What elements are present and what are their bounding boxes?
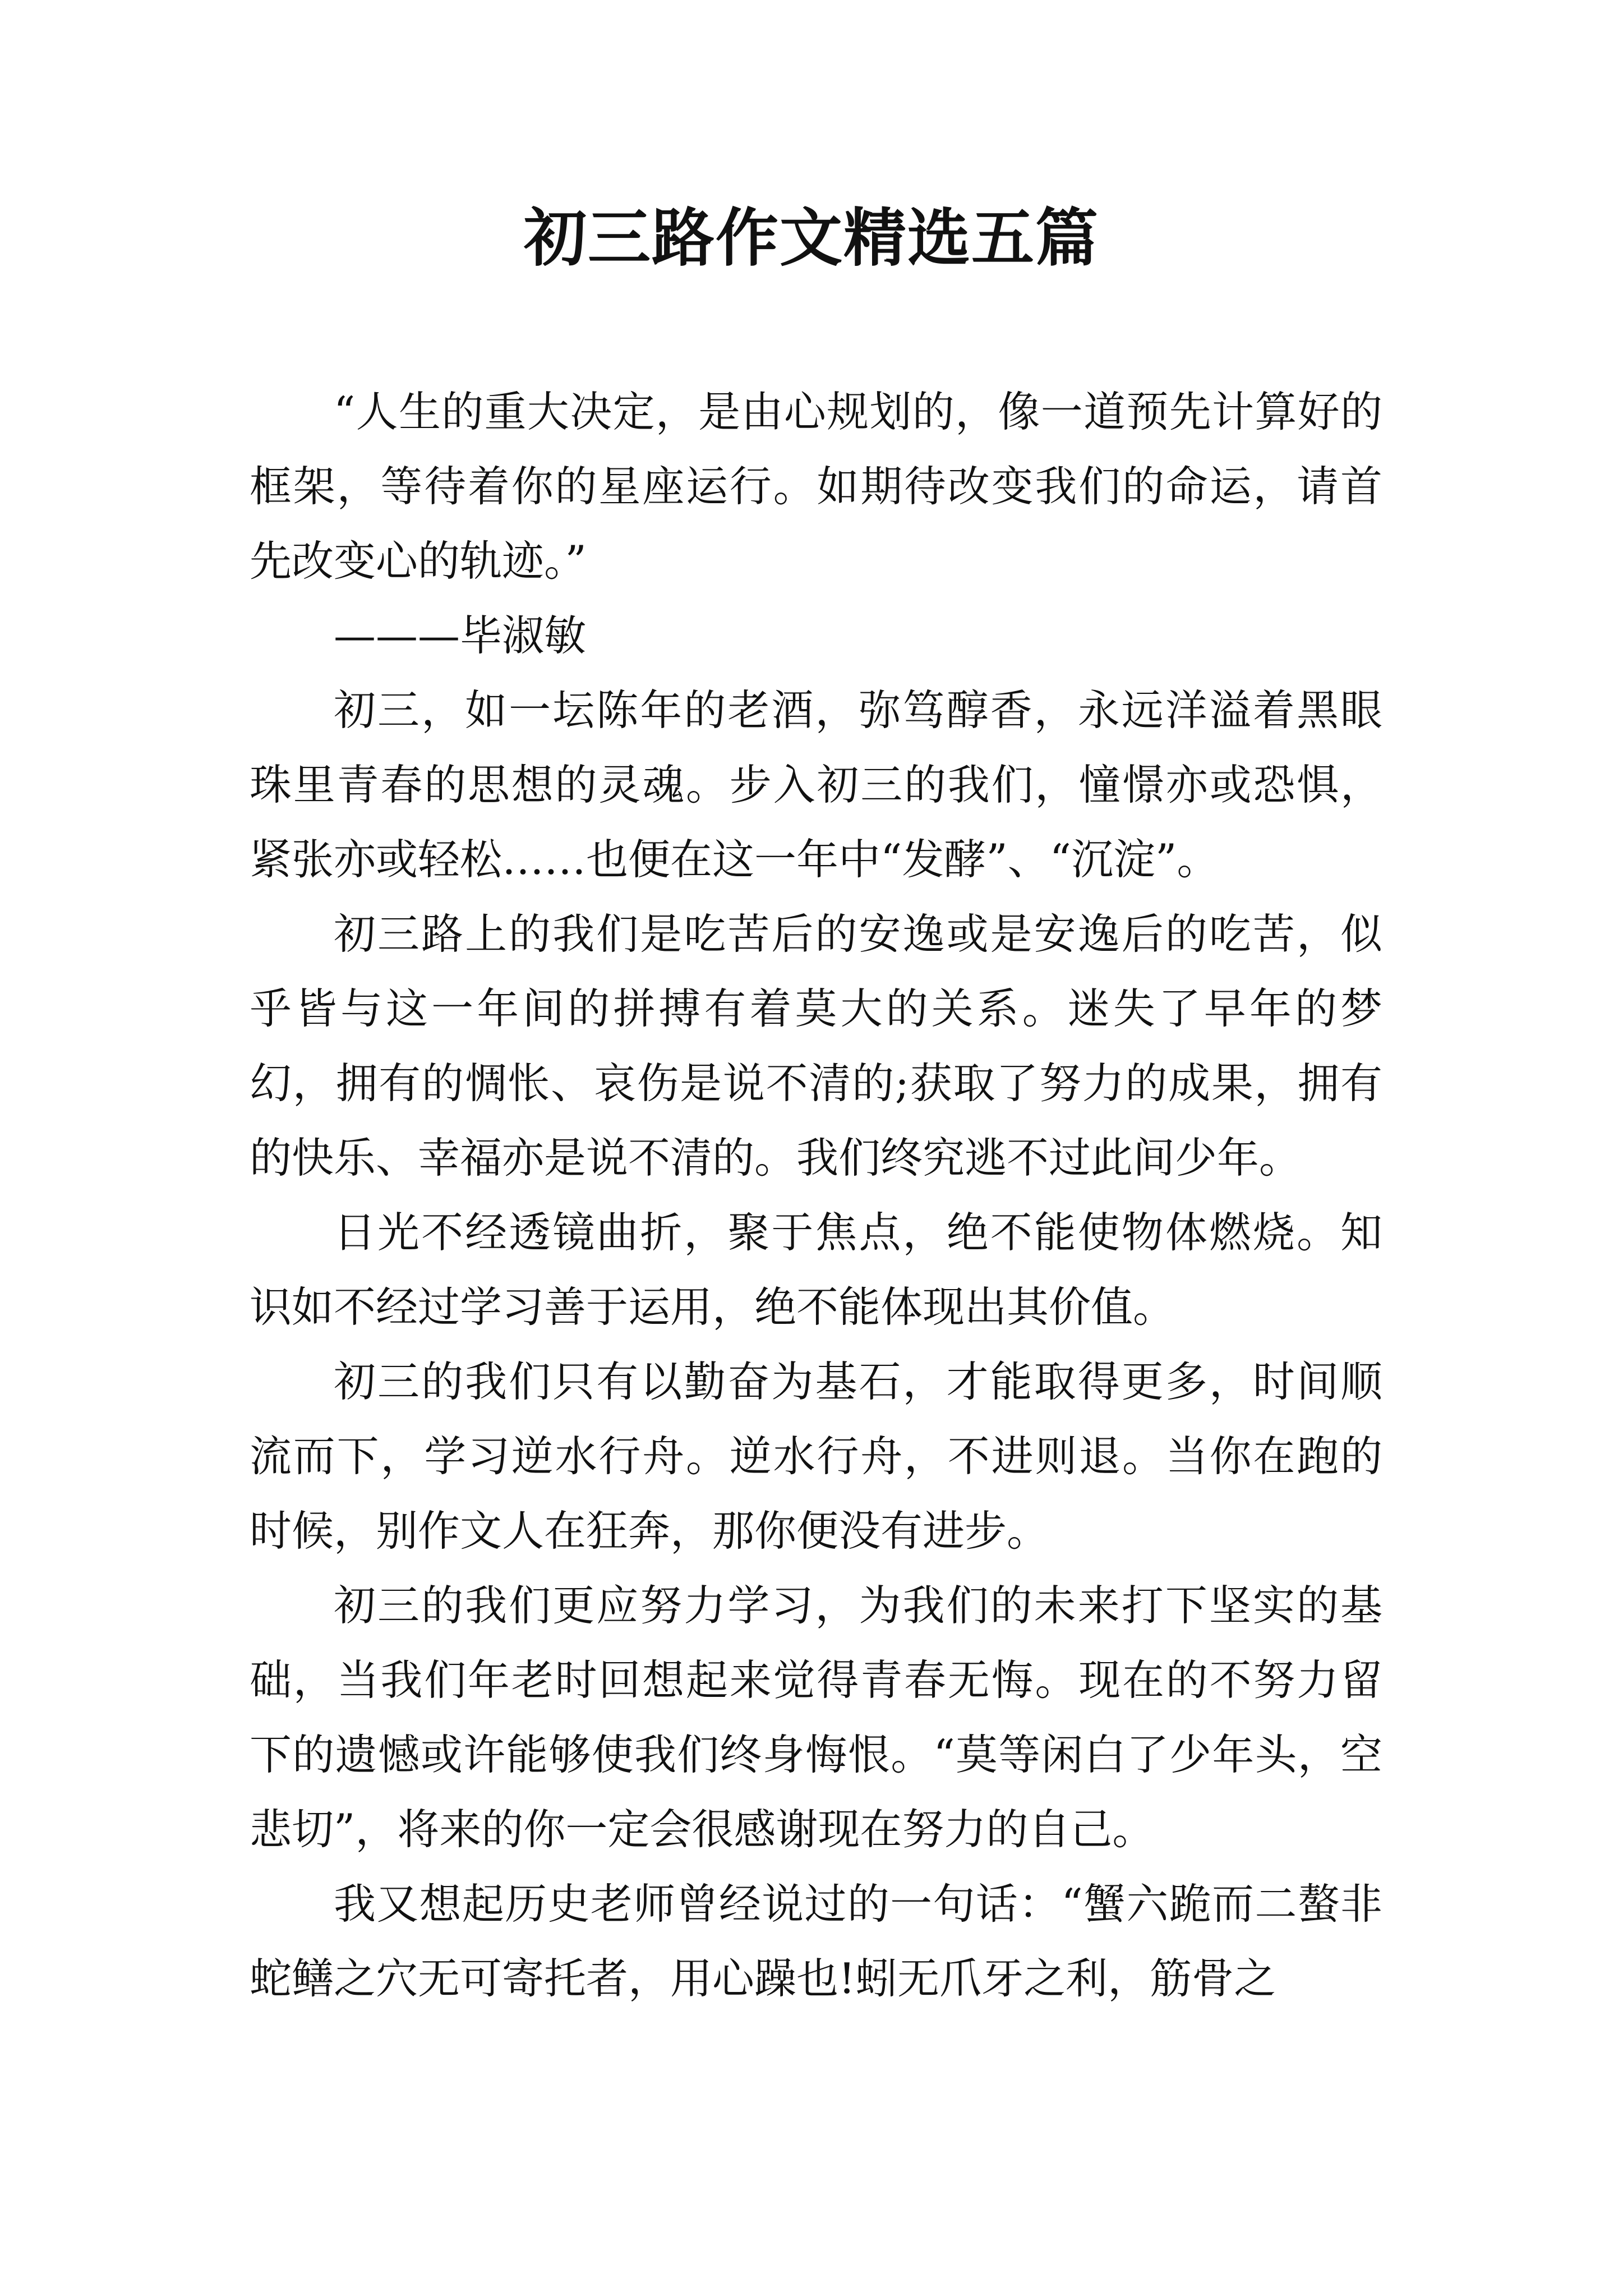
paragraph: 初三的我们只有以勤奋为基石，才能取得更多，时间顺流而下，学习逆水行舟。逆水行舟，不进则退。当你在跑的时候，别作文人在狂奔，那你便没有进步。 — [250, 1357, 1382, 1556]
paragraph-quote-author: ———毕淑敏 — [334, 611, 587, 660]
document-body — [250, 375, 1382, 2016]
paragraph: 初三，如一坛陈年的老酒，弥笃醇香，永远洋溢着黑眼珠里青春的思想的灵魂。步入初三的我们，憧憬亦或恐惧，紧张亦或轻松……也便在这一年中“发酵”、“沉淀”。 — [250, 685, 1382, 884]
paragraph-quote: “人生的重大决定，是由心规划的，像一道预先计算好的框架，等待着你的星座运行。如期待改变我们的命运，请首先改变心的轨迹。” — [250, 387, 1382, 586]
paragraph: 日光不经透镜曲折，聚于焦点，绝不能使物体燃烧。知识如不经过学习善于运用，绝不能体现出其价值。 — [250, 1208, 1382, 1332]
paragraph: 初三路上的我们是吃苦后的安逸或是安逸后的吃苦，似乎皆与这一年间的拼搏有着莫大的关系。迷失了早年的梦幻，拥有的惆怅、哀伤是说不清的;获取了努力的成果，拥有的快乐、幸福亦是说不清的。我们终究逃不过此间少年。 — [250, 909, 1382, 1182]
document-title: 初三路作文精选五篇 — [524, 201, 1099, 275]
paragraph: 我又想起历史老师曾经说过的一句话：“蟹六跪而二螯非蛇鳝之穴无可寄托者，用心躁也!蚓无爪牙之利，筋骨之 — [250, 1879, 1382, 2003]
paragraph: 初三的我们更应努力学习，为我们的未来打下坚实的基础，当我们年老时回想起来觉得青春无悔。现在的不努力留下的遗憾或许能够使我们终身悔恨。“莫等闲白了少年头，空悲切”，将来的你一定会很感谢现在努力的自己。 — [250, 1581, 1382, 1854]
